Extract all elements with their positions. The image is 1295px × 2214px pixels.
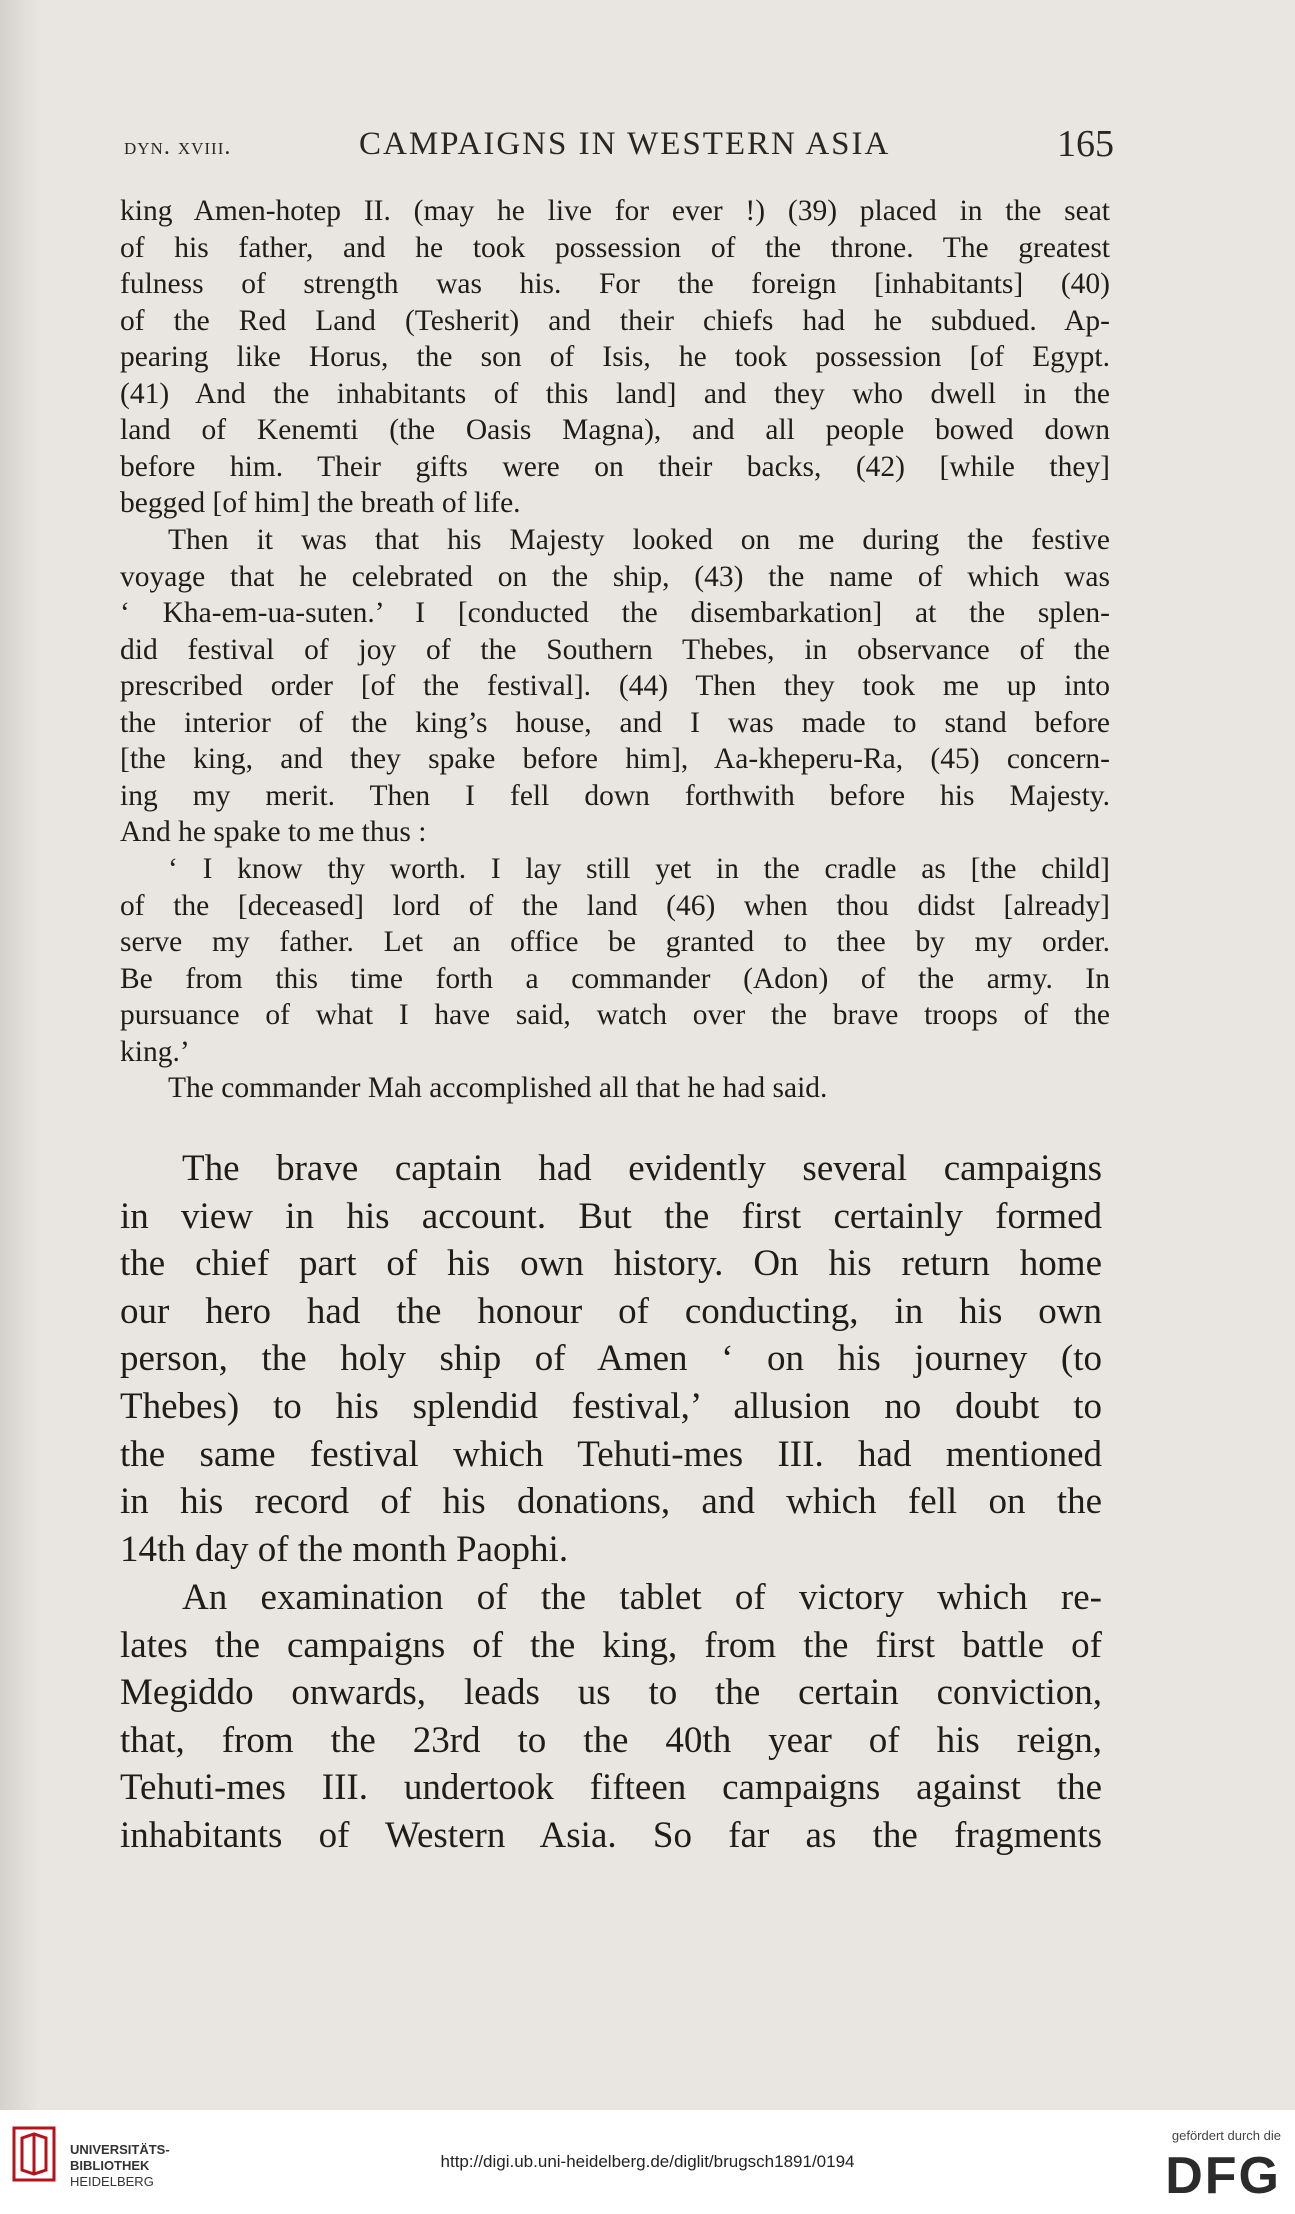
text-line: Megiddo onwards, leads us to the certain conviction, <box>120 1672 1102 1714</box>
text-line: ‘ Kha-em-ua-suten.’ I [conducted the disembarkation] at the splen- <box>120 597 1110 629</box>
text-line: 14th day of the month Paophi. <box>120 1528 569 1570</box>
text-line: An examination of the tablet of victory which re- <box>182 1577 1102 1618</box>
text-line: Thebes) to his splendid festival,’ allusion no doubt to <box>120 1385 1102 1427</box>
text-line: did festival of joy of the Southern Thebes, in observance of the <box>120 633 1110 666</box>
text-line: of the Red Land (Tesherit) and their chiefs had he subdued. Ap- <box>120 304 1110 337</box>
text-line: The commander Mah accomplished all that he had said. <box>168 1072 828 1104</box>
text-line: The brave captain had evidently several campaigns <box>182 1148 1102 1189</box>
text-line: ing my merit. Then I fell down forthwith before his Majesty. <box>120 779 1110 812</box>
text-line: lates the campaigns of the king, from the first battle of <box>120 1624 1102 1666</box>
text-line: Be from this time forth a commander (Adon) of the army. In <box>120 962 1110 995</box>
text-line: before him. Their gifts were on their backs, (42) [while they] <box>120 450 1110 483</box>
text-line: the interior of the king’s house, and I was made to stand before <box>120 706 1110 739</box>
text-line: And he spake to me thus : <box>120 816 427 848</box>
text-line: fulness of strength was his. For the foreign [inhabitants] (40) <box>120 268 1110 300</box>
text-line: voyage that he celebrated on the ship, (43) the name of which was <box>120 560 1110 593</box>
permalink-url[interactable]: http://digi.ub.uni-heidelberg.de/diglit/brugsch1891/0194 <box>440 2152 855 2171</box>
quote-paragraph-3 <box>120 851 1110 1070</box>
text-line: of his father, and he took possession of the throne. The greatest <box>120 231 1110 264</box>
text-line: prescribed order [of the festival]. (44) Then they took me up into <box>120 670 1110 702</box>
text-line: in view in his account. But the first certainly formed <box>120 1195 1102 1237</box>
text-line: person, the holy ship of Amen ‘ on his journey (to <box>120 1338 1102 1380</box>
library-name-line: UNIVERSITÄTS- <box>70 2142 170 2157</box>
text-line: ‘ I know thy worth. I lay still yet in the cradle as [the child] <box>168 853 1110 885</box>
text-line: Then it was that his Majesty looked on me during the festive <box>168 524 1110 556</box>
funder-caption: gefördert durch die <box>1171 2128 1281 2143</box>
text-line: king Amen-hotep II. (may he live for ever !) (39) placed in the seat <box>120 195 1110 227</box>
running-head <box>124 118 1114 168</box>
text-line: our hero had the honour of conducting, in his own <box>120 1290 1102 1332</box>
text-line: land of Kenemti (the Oasis Magna), and all people bowed down <box>120 414 1110 446</box>
digitization-footer <box>0 2110 1295 2214</box>
text-line: in his record of his donations, and which fell on the <box>120 1481 1102 1523</box>
text-line: (41) And the inhabitants of this land] and they who dwell in the <box>120 377 1110 410</box>
text-line: Tehuti-mes III. undertook fifteen campaigns against the <box>120 1767 1102 1809</box>
text-line: of the [deceased] lord of the land (46) when thou didst [already] <box>120 889 1110 922</box>
text-line: that, from the 23rd to the 40th year of his reign, <box>120 1719 1102 1761</box>
body-paragraph-1 <box>120 1145 1102 1573</box>
library-name-line: HEIDELBERG <box>70 2174 154 2189</box>
text-line: king.’ <box>120 1035 190 1068</box>
text-line: [the king, and they spake before him], Aa-kheperu-Ra, (45) concern- <box>120 743 1110 775</box>
text-line: the same festival which Tehuti-mes III. had mentioned <box>120 1433 1102 1475</box>
quote-paragraph-2 <box>120 522 1110 851</box>
text-line: pearing like Horus, the son of Isis, he took possession [of Egypt. <box>120 341 1110 373</box>
running-head-title: CAMPAIGNS IN WESTERN ASIA <box>359 126 891 162</box>
quote-paragraph-4 <box>120 1070 1110 1107</box>
quote-paragraph-1 <box>120 193 1110 522</box>
body-paragraph-2 <box>120 1574 1102 1860</box>
text-line: inhabitants of Western Asia. So far as the fragments <box>120 1814 1102 1856</box>
running-head-chapter: dyn. xviii. <box>124 134 232 160</box>
dfg-logo[interactable]: DFG <box>1165 2147 1281 2205</box>
page-number: 165 <box>1057 123 1114 165</box>
text-line: serve my father. Let an office be granted to thee by my order. <box>120 926 1110 958</box>
text-line: pursuance of what I have said, watch over the brave troops of the <box>120 999 1110 1031</box>
library-name-line: BIBLIOTHEK <box>70 2158 150 2173</box>
text-line: the chief part of his own history. On his return home <box>120 1243 1102 1285</box>
text-line: begged [of him] the breath of life. <box>120 487 521 519</box>
